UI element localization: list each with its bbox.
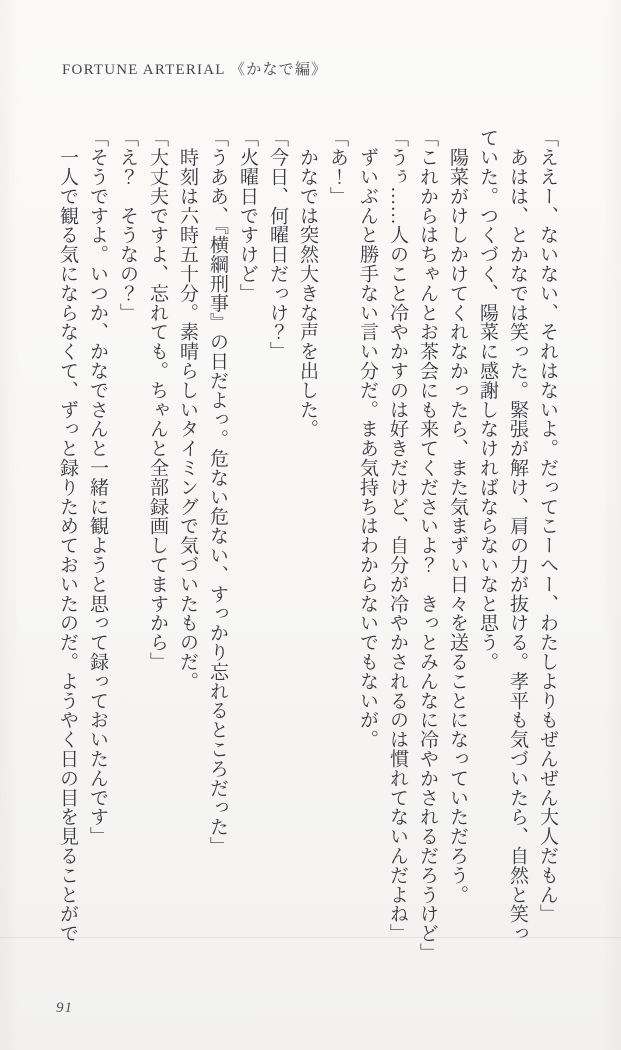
running-header: FORTUNE ARTERIAL 《かなで編》: [62, 62, 328, 78]
text-line: 「うぅ……人のこと冷やかすのは好きだけど、自分が冷やかされるのは慣れてないんだよね」: [387, 128, 408, 943]
page-number: 91: [56, 1000, 73, 1016]
text-line: 時刻は六時五十分。素晴らしいタイミングで気づいたものだ。: [177, 128, 198, 691]
text-line: ずいぶんと勝手ない言い分だ。まあ気持ちはわからないでもないが。: [357, 128, 378, 749]
vertical-text-block: [46, 128, 562, 980]
text-line: あはは、とかなでは笑った。緊張が解け、肩の力が抜ける。孝平も気づいたら、自然と笑っ: [507, 128, 528, 943]
text-line: 「ええー、ないない、それはないよ。だってこーへー、わたしよりもぜんぜん大人だもん」: [537, 128, 558, 924]
text-line: ていた。つくづく、陽菜に感謝しなければならないなと思う。: [477, 128, 498, 672]
text-line: かなでは突然大きな声を出した。: [297, 128, 318, 439]
text-line: 「大丈夫ですよ、忘れても。ちゃんと全部録画してますから」: [147, 128, 168, 672]
text-line: 一人で観る気にならなくて、ずっと録りためておいたのだ。ようやく日の目を見ることがで: [57, 128, 78, 943]
text-line: 「え？ そうなの？」: [117, 128, 138, 322]
text-line: 「これからはちゃんとお茶会にも来てくださいよ？ きっとみんなに冷やかされるだろうけど」: [417, 128, 438, 963]
text-line: 「火曜日ですけど」: [237, 128, 258, 303]
text-line: 陽菜がけしかけてくれなかったら、また気まずい日々を送ることになっていただろう。: [447, 128, 468, 904]
text-line: 「うああ、『横綱刑事』の日だよっ。危ない危ない、すっかり忘れるところだった」: [207, 128, 228, 856]
text-line: 「今日、何曜日だっけ？」: [267, 128, 288, 361]
text-line: 「そうですよ。いつか、かなでさんと一緒に観ようと思って録っておいたんです」: [87, 128, 108, 846]
scan-seam-line: [0, 937, 621, 938]
text-line: 「あ！」: [327, 128, 348, 206]
